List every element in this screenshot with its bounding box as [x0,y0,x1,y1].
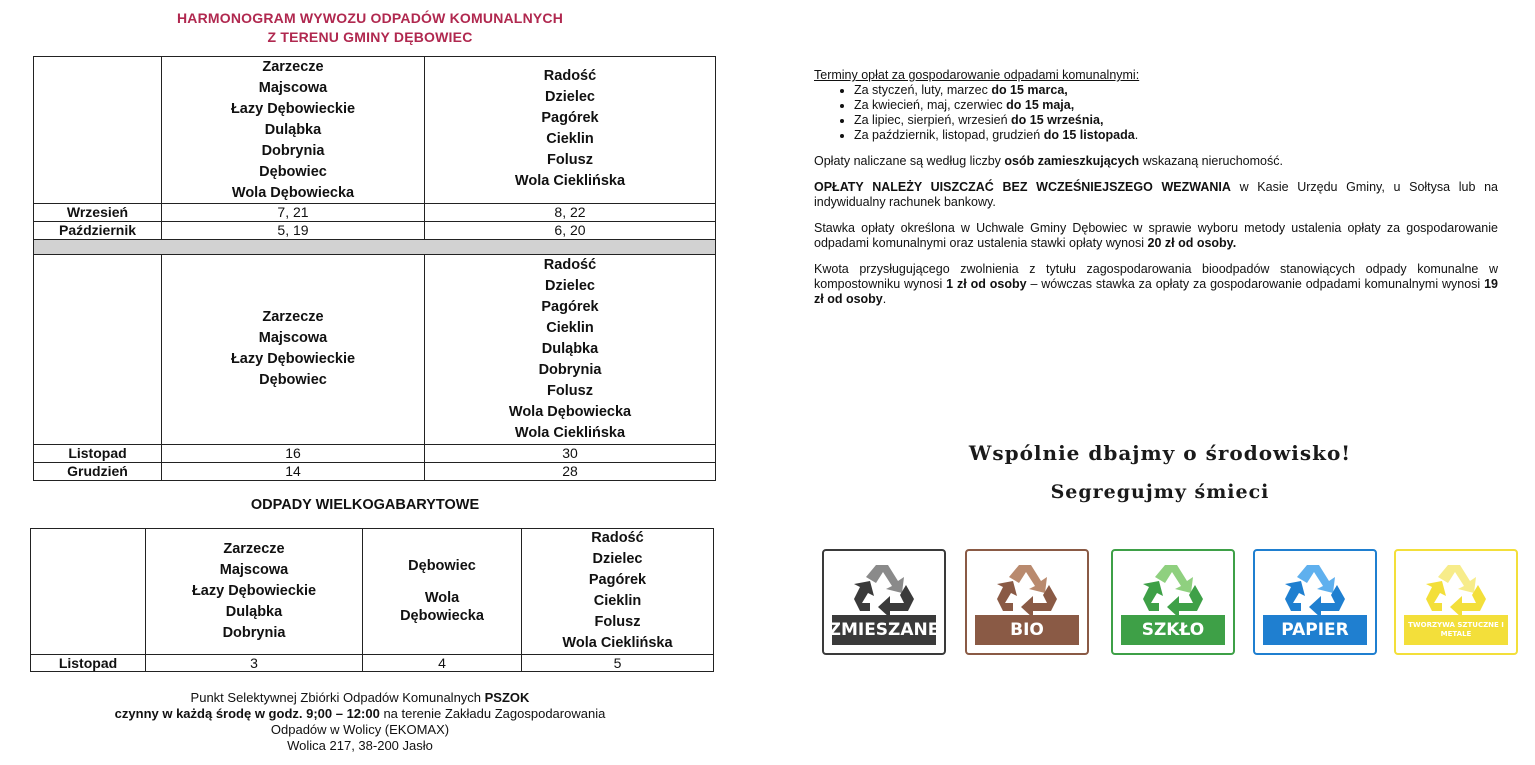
fees-heading: Terminy opłat za gospodarowanie odpadami komunalnymi: [814,68,1140,82]
fees-section [814,68,1498,307]
pszok-acronym: PSZOK [484,690,530,705]
place-name: Pagórek [541,110,599,126]
month-label: Listopad [68,445,127,461]
place-name: Duląbka [264,122,322,138]
pszok-hours: czynny w każdą środę w godz. 9;00 – 12:00 [114,706,380,721]
fees-paragraph-2 [814,180,1498,210]
block1-group-b [425,66,715,192]
place-name: Dzielec [592,551,643,567]
bin-label: PAPIER [1263,615,1367,645]
place-name: Dębowiec [408,558,476,574]
fee-term [854,113,1498,128]
recycle-icon [1277,559,1357,619]
fee-term [854,128,1498,143]
place-name: Pagórek [588,572,647,588]
place-name: Duląbka [225,604,283,620]
slogan-line1: Wspólnie dbajmy o środowisko! [968,441,1352,465]
bin-2 [965,549,1089,655]
pszok-line2 [30,706,690,722]
bulky-group-b [363,556,521,625]
text-bold: osób zamieszkujących [1004,154,1140,168]
pickup-dates: 7, 21 [277,204,309,220]
place-name: Łazy Dębowieckie [230,351,356,367]
schedule-title [40,9,700,47]
slogan-line2: Segregujmy śmieci [1050,481,1270,503]
place-name: Folusz [547,383,593,399]
place-name: Majscowa [258,80,328,96]
bulky-group-a [146,539,362,644]
block1-group-a [162,57,424,204]
pszok-text: na terenie Zakładu Zagospodarowania [379,706,606,721]
place-name: Folusz [547,152,593,168]
bin-5 [1394,549,1518,655]
pszok-line1 [30,690,690,706]
pickup-dates: 8, 22 [554,204,586,220]
place-name: Radość [543,68,597,84]
block2-group-b [425,255,715,444]
fee-term-text: Za lipiec, sierpień, wrzesień [854,113,1012,127]
place-name: Pagórek [541,299,599,315]
bin-label: TWORZYWA SZTUCZNE I METALE [1404,615,1508,645]
text-bold: 19 zł od osoby [814,277,1499,306]
place-name: Folusz [594,614,641,630]
place-name: Zarzecze [262,59,324,75]
place-name: Zarzecze [262,309,324,325]
text: – wówczas stawka za opłaty za gospodarowanie odpadami komunalnymi wynosi [1026,277,1485,291]
schedule-title-line2: Z TERENU GMINY DĘBOWIEC [267,29,473,45]
place-name: Dzielec [545,278,595,294]
fee-term-deadline: do 15 września, [1011,113,1104,127]
fees-paragraph-1 [814,154,1498,169]
place-name: Łazy Dębowieckie [230,101,356,117]
month-label: Wrzesień [66,204,129,220]
bin-4 [1253,549,1377,655]
place-name: Dębowiecka [400,608,484,624]
bin-1 [822,549,946,655]
pickup-dates: 3 [250,655,258,671]
text: Opłaty naliczane są według liczby [814,154,1005,168]
place-name: Majscowa [219,562,289,578]
text: wskazaną nieruchomość. [1139,154,1283,168]
place-name: Radość [543,257,597,273]
recycle-icon [846,559,926,619]
fee-term-deadline: do 15 maja, [1006,98,1075,112]
recycle-icon [1418,559,1498,619]
place-name: Cieklin [593,593,642,609]
place-name: Majscowa [258,330,328,346]
place-name: Wola [424,590,460,606]
pszok-text: Punkt Selektywnej Zbiórki Odpadów Komunalnych [190,690,485,705]
place-name: Wola Cieklińska [562,635,673,651]
place-name: Radość [591,530,644,546]
fee-term-deadline: do 15 listopada [1043,128,1135,142]
place-name: Łazy Dębowieckie [191,583,317,599]
place-name: Wola Cieklińska [514,425,626,441]
pszok-address: Wolica 217, 38-200 Jasło [287,738,433,753]
fee-term [854,83,1498,98]
place-name: Cieklin [546,320,594,336]
fee-term-text: Za październik, listopad, grudzień [854,128,1044,142]
fees-paragraph-4 [814,262,1498,307]
fees-terms-list [814,83,1498,143]
month-label: Październik [58,222,137,238]
text: . [882,292,887,306]
place-name: Wola Dębowiecka [508,404,632,420]
month-label: Grudzień [67,463,128,479]
pickup-dates: 6, 20 [554,222,586,238]
text-bold: 1 zł od osoby [946,277,1027,291]
fees-paragraph-3 [814,221,1498,251]
bin-3 [1111,549,1235,655]
bin-label: ZMIESZANE [832,615,936,645]
pickup-dates: 28 [562,463,578,479]
place-name: Zarzecze [223,541,285,557]
pickup-dates: 4 [438,655,446,671]
place-name: Cieklin [546,131,594,147]
fee-term-text: Za kwiecień, maj, czerwiec [854,98,1007,112]
place-name: Dębowiec [259,164,327,180]
place-name: Wola Cieklińska [514,173,626,189]
bulky-group-c [522,528,713,654]
pszok-line3: Odpadów w Wolicy (EKOMAX) [270,722,450,737]
fee-term-deadline: do 15 marca, [991,83,1068,97]
place-name: Dobrynia [222,625,286,641]
pickup-dates: 5, 19 [277,222,309,238]
recycle-icon [1135,559,1215,619]
place-name: Dzielec [545,89,595,105]
place-name: Dobrynia [261,143,325,159]
bulky-table [30,528,714,672]
bin-label: SZKŁO [1121,615,1225,645]
pickup-dates: 14 [285,463,301,479]
month-label: Listopad [58,655,118,671]
fee-term [854,98,1498,113]
fee-term-text: Za styczeń, luty, marzec [854,83,992,97]
text-bold: OPŁATY NALEŻY UISZCZAĆ BEZ WCZEŚNIEJSZEGO WEZWANIA [814,180,1231,194]
text-bold: 20 zł od osoby. [1147,236,1237,250]
pickup-dates: 30 [562,445,578,461]
place-name: Dębowiec [259,372,327,388]
fee-term-tail: . [1134,128,1139,142]
schedule-table [33,56,716,481]
bin-label: BIO [975,615,1079,645]
text: Stawka opłaty określona w Uchwale Gminy Dębowiec w sprawie wyboru metody ustalenia opłaty za gospodarowanie odpadami komunalnymi oraz ustalenia stawki opłaty wynosi [814,221,1498,250]
text: w Kasie Urzędu Gminy, u Sołtysa lub na indywidualny rachunek bankowy. [814,180,1498,209]
place-name: Duląbka [541,341,599,357]
schedule-title-line1: HARMONOGRAM WYWOZU ODPADÓW KOMUNALNYCH [176,10,564,26]
pszok-info [30,690,690,754]
place-name: Dobrynia [538,362,602,378]
block2-group-a [162,307,424,391]
pickup-dates: 5 [613,655,622,671]
place-name: Wola Dębowiecka [231,185,355,201]
text: Kwota przysługującego zwolnienia z tytułu zagospodarowania bioodpadów stanowiących odpady komunalne w kompostowniku wynosi [814,262,1498,291]
recycle-icon [989,559,1069,619]
bulky-title: ODPADY WIELKOGABARYTOWE [250,497,480,513]
pickup-dates: 16 [285,445,301,461]
